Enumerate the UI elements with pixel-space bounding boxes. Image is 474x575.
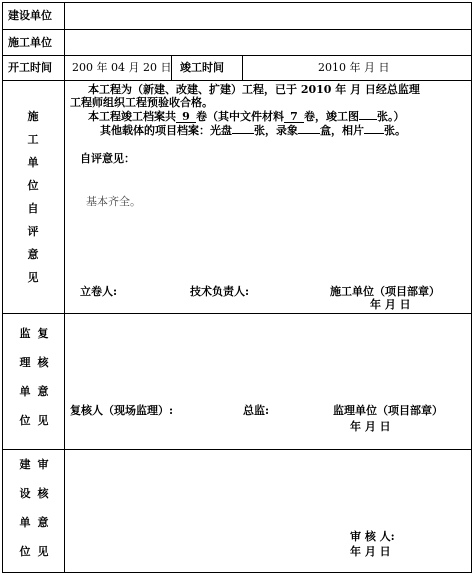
start-time-label: 开工时间 [8,61,52,74]
row-divider [2,29,472,30]
self-eval-text: 基本齐全。 [86,195,141,208]
row-divider [2,80,472,81]
completion-time-label: 竣工时间 [180,61,224,74]
column-divider [242,55,243,80]
contractor-label: 施工单位 [8,36,52,49]
self-eval-label: 自评意见： [80,152,135,165]
completion-time-value: 2010 年 月 日 [318,61,390,74]
owner-side-label-right: 审 核 意 见 [37,458,49,558]
filer-label: 立卷人: [80,285,118,298]
auditor-label: 审 核 人: [350,530,395,543]
reviewer-label: 复核人（现场监理）: [70,404,174,417]
supervision-date: 年 月 日 [350,420,391,433]
supervision-side-label-left: 监 理 单 位 [19,327,31,427]
contractor-date: 年 月 日 [370,298,411,311]
row-divider [2,55,472,56]
construction-unit-label: 建设单位 [8,9,52,22]
owner-date: 年 月 日 [350,545,391,558]
archive-count-line: 本工程竣工档案共 9 卷（其中文件材料 7 卷，竣工图 张。） [88,110,405,123]
row-divider [2,313,472,314]
supervision-side-label-right: 复 核 意 见 [37,327,49,427]
contractor-seal-label: 施工单位（项目部章） [330,285,440,298]
supervision-seal-label: 监理单位（项目部章） [333,404,443,417]
contractor-side-label: 施 工 单 位 自 评 意 见 [27,110,39,284]
owner-side-label-left: 建 设 单 位 [19,458,31,558]
intro-line-1: 本工程为（新建、改建、扩建）工程，已于 2010 年 月 日经总监理 [88,83,420,96]
intro-line-2: 工程师组织工程预验收合格。 [70,96,213,109]
media-archive-line: 其他载体的项目档案：光盘 张，录象 盒，相片 张。 [100,124,406,137]
column-divider [64,2,65,573]
tech-lead-label: 技术负责人: [190,285,250,298]
start-time-value: 200 年 04 月 20 日 [72,61,172,74]
row-divider [2,449,472,450]
chief-supervisor-label: 总监: [243,404,270,417]
